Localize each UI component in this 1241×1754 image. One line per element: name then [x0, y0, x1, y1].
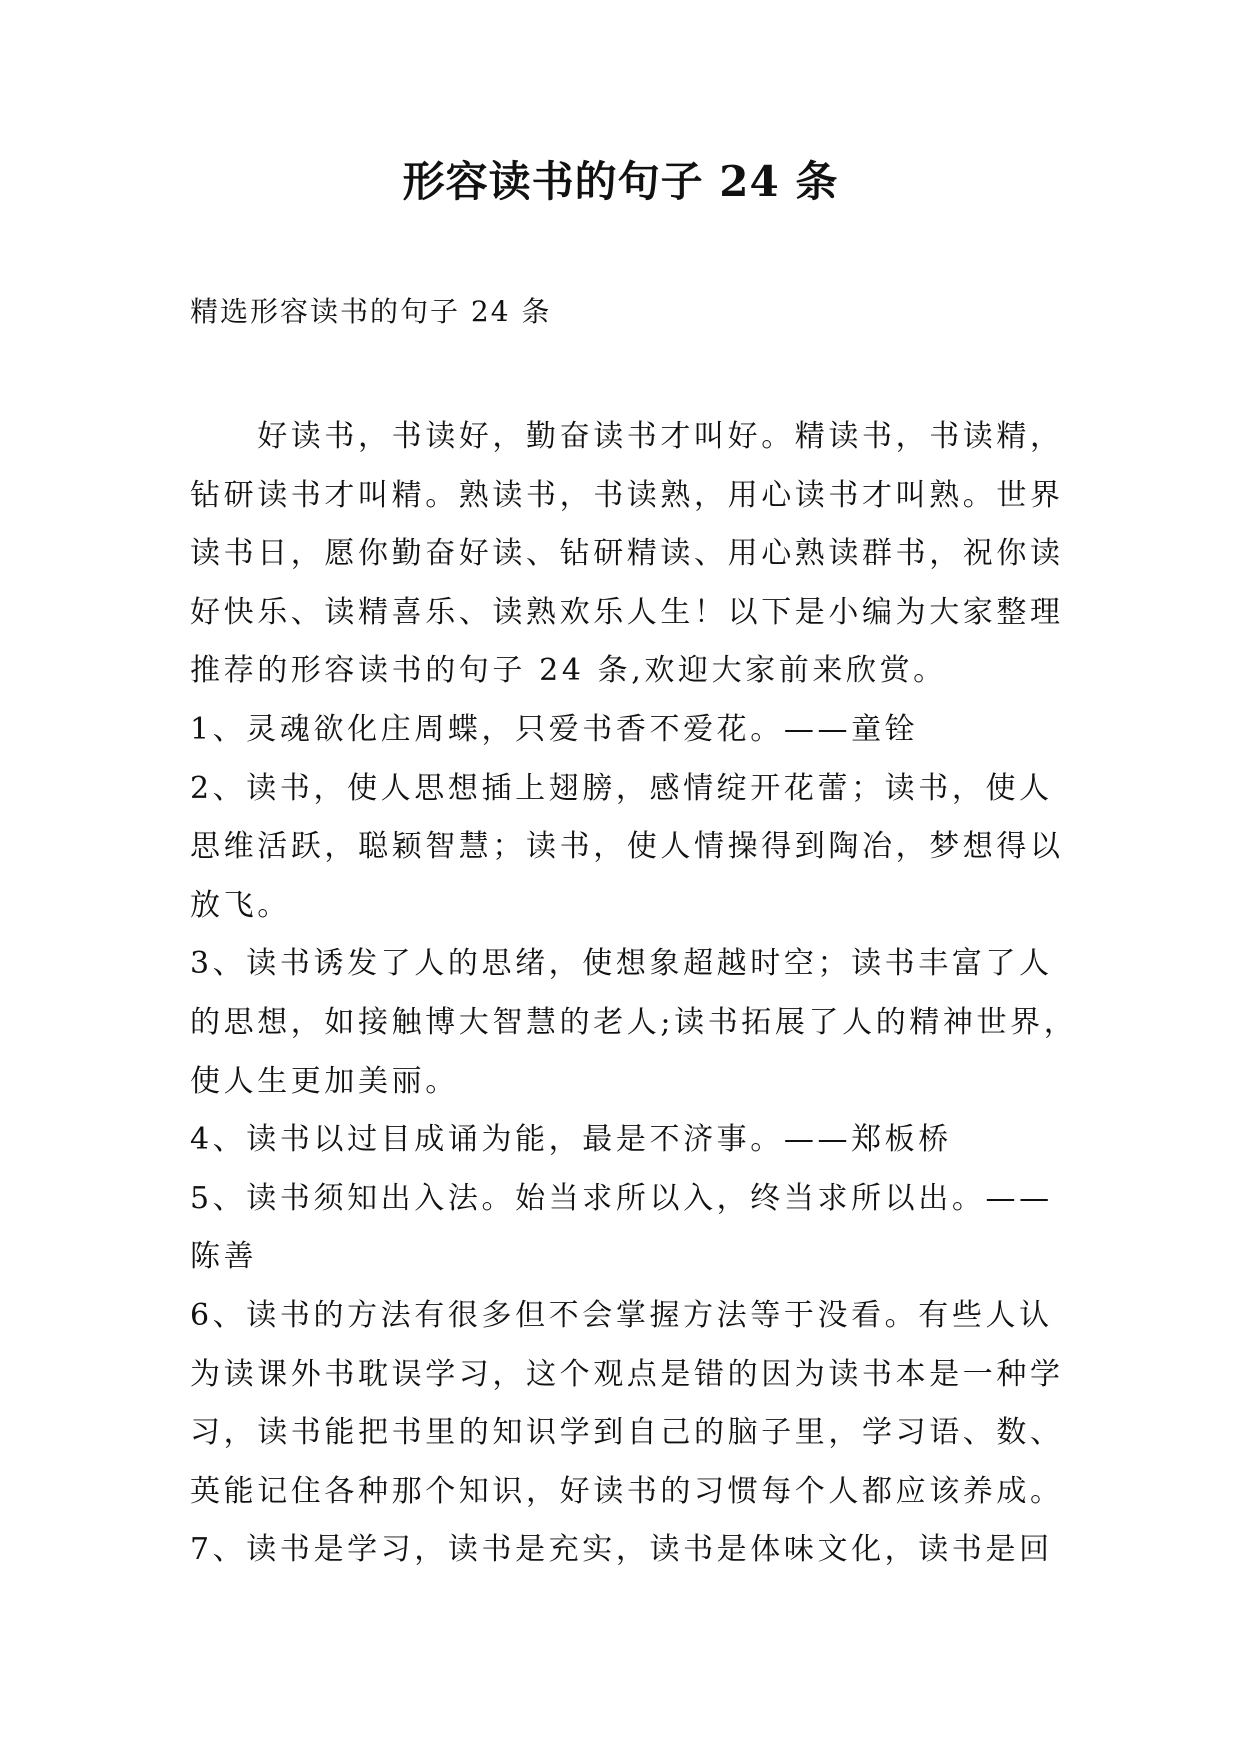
text-line: 5、读书须知出入法。始当求所以入，终当求所以出。—— [190, 1180, 1053, 1216]
text-line: 3、读书诱发了人的思绪，使想象超越时空；读书丰富了人 [190, 946, 1053, 982]
text-line: 英能记住各种那个知识，好读书的习惯每个人都应该养成。 [190, 1473, 1064, 1509]
text-line: 推荐的形容读书的句子 24 条,欢迎大家前来欣赏。 [190, 653, 947, 689]
text-line: 6、读书的方法有很多但不会掌握方法等于没看。有些人认 [190, 1297, 1053, 1333]
text-line: 为读课外书耽误学习，这个观点是错的因为读书本是一种学 [190, 1356, 1064, 1392]
text-line: 的思想，如接触博大智慧的老人;读书拓展了人的精神世界， [190, 1004, 1078, 1040]
text-line: 1、灵魂欲化庄周蝶，只爱书香不爱花。——童铨 [190, 711, 919, 747]
text-line: 习，读书能把书里的知识学到自己的脑子里，学习语、数、 [190, 1415, 1064, 1451]
document-body [190, 408, 1078, 1580]
text-line: 7、读书是学习，读书是充实，读书是体味文化，读书是回 [190, 1532, 1053, 1568]
text-line: 思维活跃，聪颖智慧；读书，使人情操得到陶冶，梦想得以 [190, 829, 1064, 865]
text-line: 4、读书以过目成诵为能，最是不济事。——郑板桥 [190, 1122, 952, 1158]
text-line: 放飞。 [190, 887, 291, 923]
text-line: 使人生更加美丽。 [190, 1063, 459, 1099]
document-title: 形容读书的句子 24 条 [402, 157, 839, 206]
document-subtitle: 精选形容读书的句子 24 条 [190, 295, 552, 328]
text-line: 2、读书，使人思想插上翅膀，感情绽开花蕾；读书，使人 [190, 770, 1053, 806]
text-line: 钻研读书才叫精。熟读书，书读熟，用心读书才叫熟。世界 [190, 477, 1064, 513]
text-line: 好快乐、读精喜乐、读熟欢乐人生！以下是小编为大家整理 [190, 594, 1064, 630]
text-line: 陈善 [190, 1239, 258, 1275]
text-line: 好读书，书读好，勤奋读书才叫好。精读书，书读精， [190, 419, 1064, 454]
text-line: 读书日，愿你勤奋好读、钻研精读、用心熟读群书，祝你读 [190, 536, 1064, 572]
